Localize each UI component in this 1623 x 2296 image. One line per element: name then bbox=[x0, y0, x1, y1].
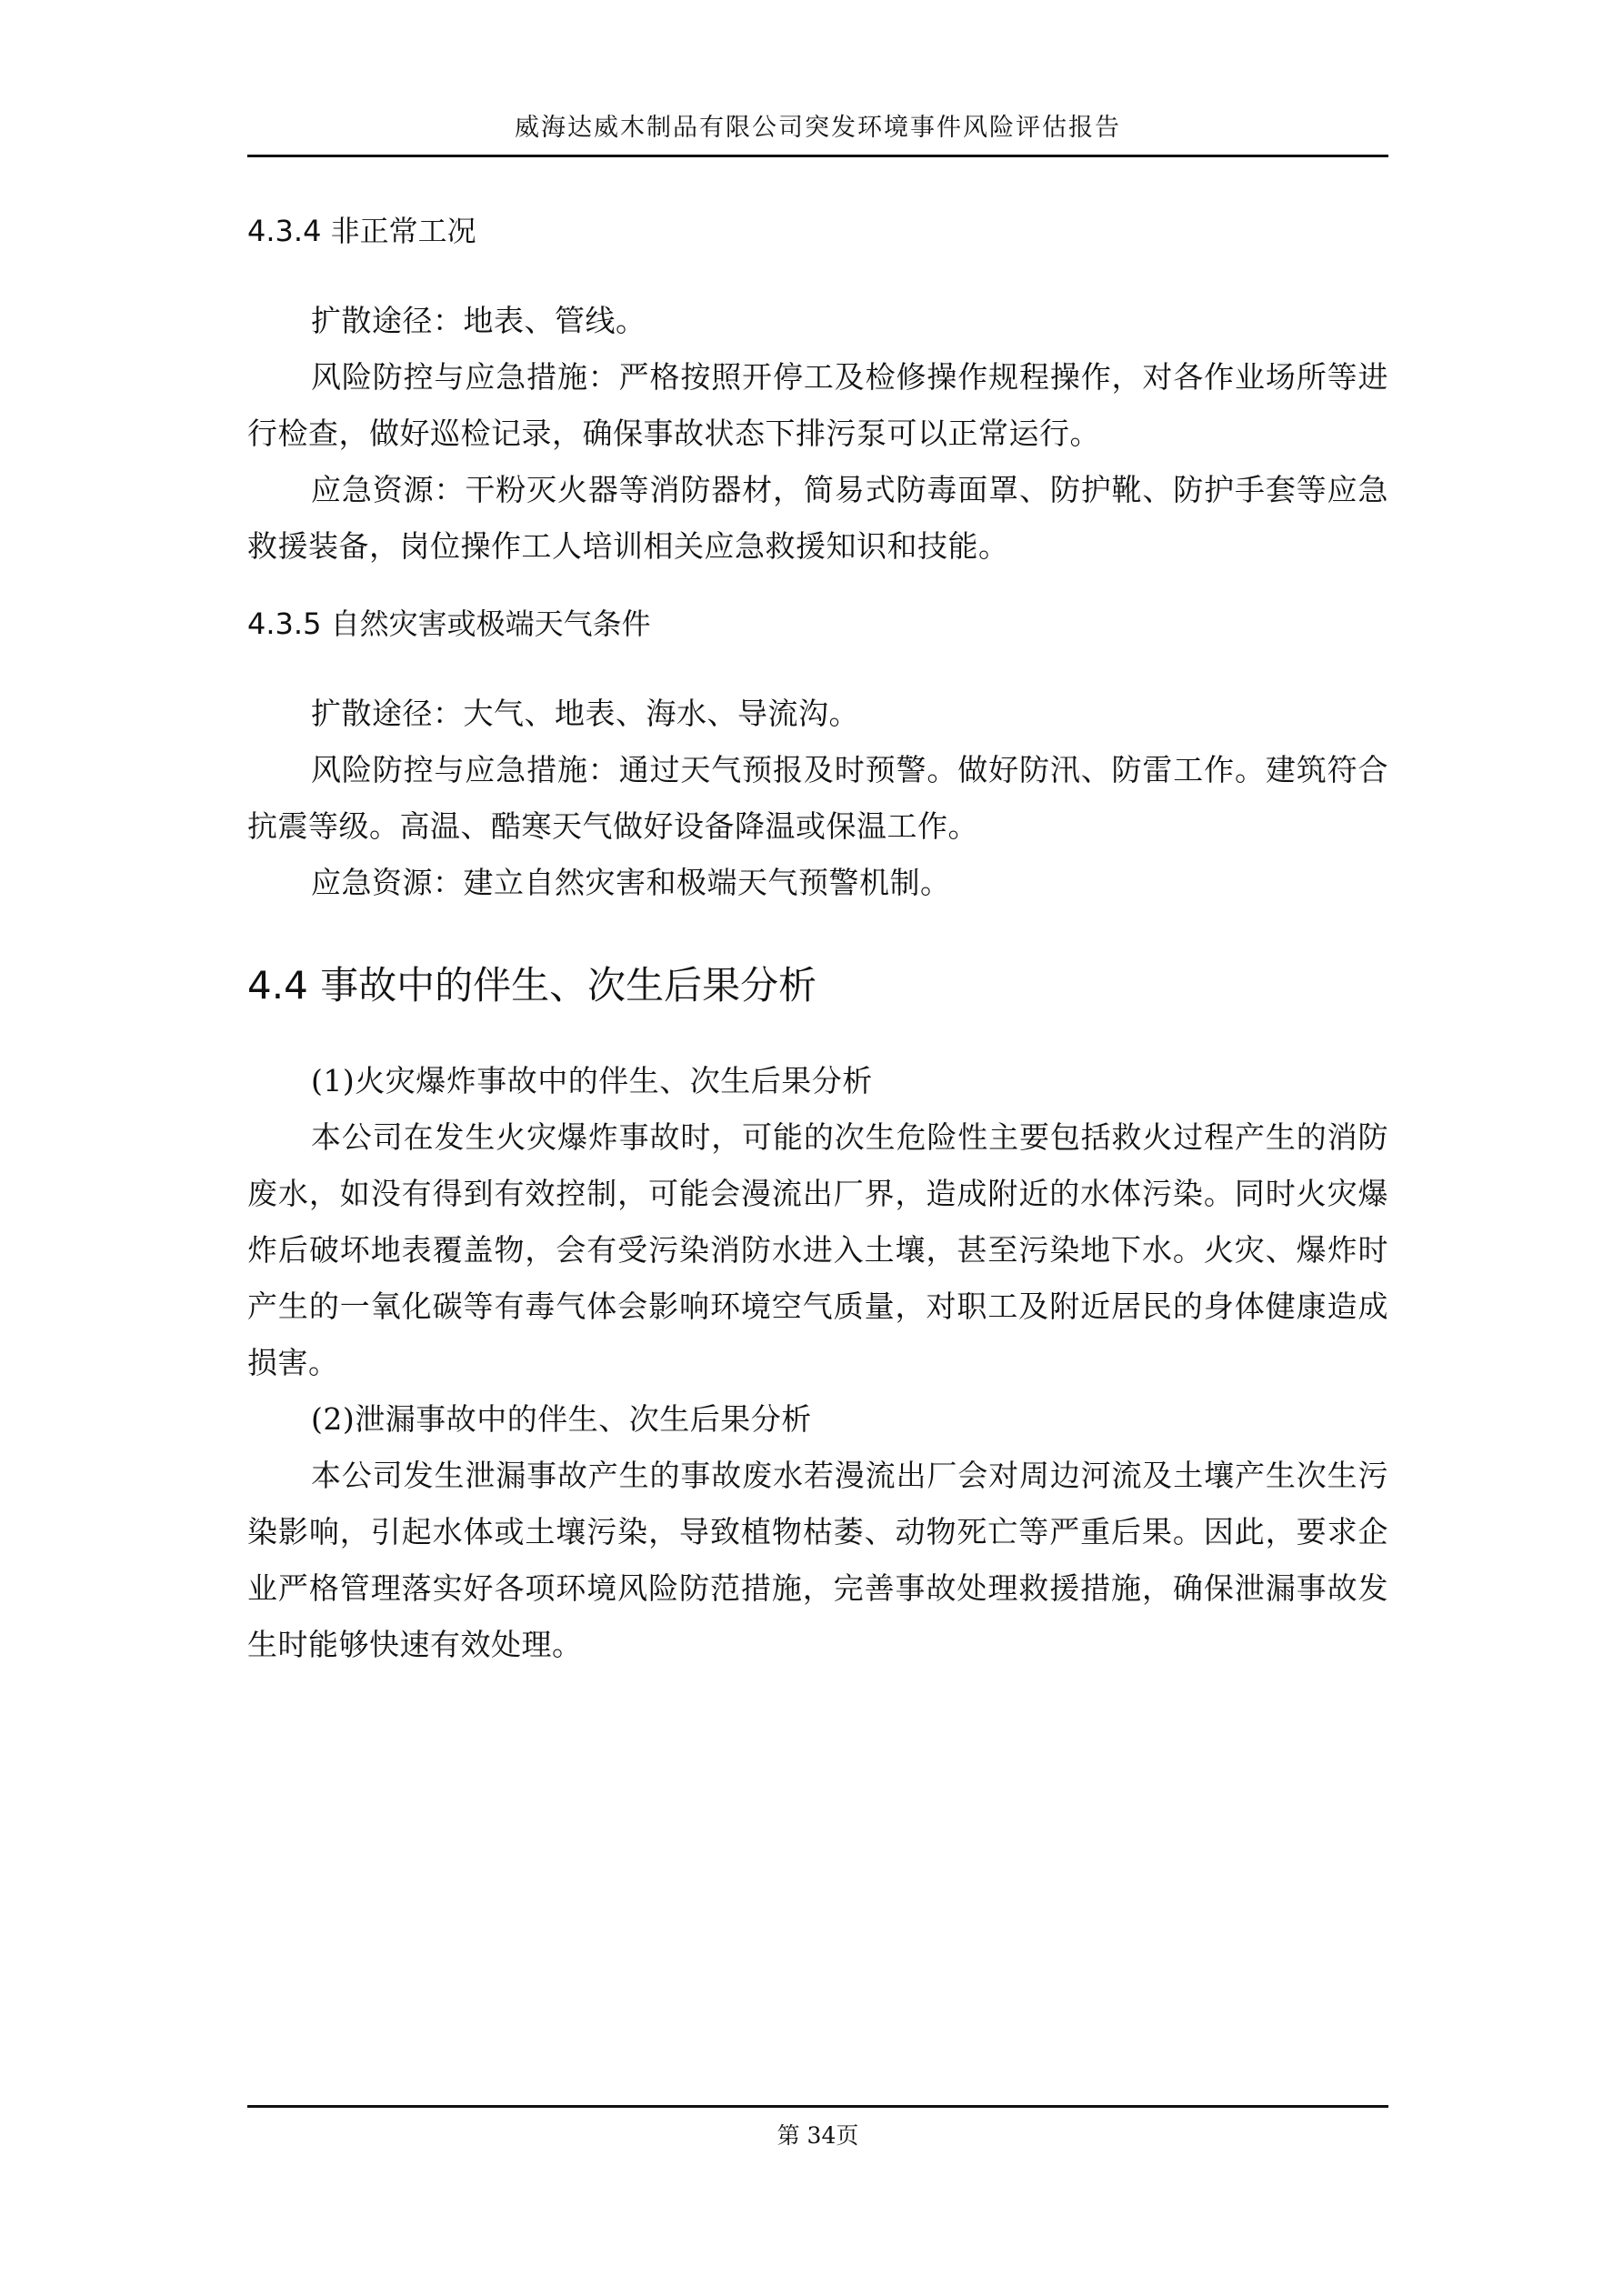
paragraph: (1)火灾爆炸事故中的伴生、次生后果分析 bbox=[311, 1063, 873, 1098]
paragraph: 本公司发生泄漏事故产生的事故废水若漫流出厂会对周边河流及土壤产生次生污染影响，引起水体或土壤污染，导致植物枯萎、动物死亡等严重后果。因此，要求企业严格管理落实好各项环境风险防范措施，完善事故处理救援措施，确保泄漏事故发生时能够快速有效处理。 bbox=[247, 1458, 1388, 1662]
page-content bbox=[247, 207, 1388, 1673]
page-number: 第 34页 bbox=[776, 2122, 859, 2149]
header-divider bbox=[247, 155, 1388, 157]
header-title: 威海达威木制品有限公司突发环境事件风险评估报告 bbox=[515, 114, 1121, 142]
paragraph: 风险防控与应急措施：严格按照开停工及检修操作规程操作，对各作业场所等进行检查，做好巡检记录，确保事故状态下排污泵可以正常运行。 bbox=[247, 359, 1388, 451]
paragraph: 应急资源：建立自然灾害和极端天气预警机制。 bbox=[311, 865, 951, 900]
footer-divider bbox=[247, 2105, 1388, 2108]
section-heading-4-3-5: 4.3.5 自然灾害或极端天气条件 bbox=[247, 607, 651, 641]
section-heading-4-3-4: 4.3.4 非正常工况 bbox=[247, 214, 476, 248]
paragraph: 应急资源：干粉灭火器等消防器材，简易式防毒面罩、防护靴、防护手套等应急救援装备，岗位操作工人培训相关应急救援知识和技能。 bbox=[247, 472, 1388, 564]
paragraph: 本公司在发生火灾爆炸事故时，可能的次生危险性主要包括救火过程产生的消防废水，如没有得到有效控制，可能会漫流出厂界，造成附近的水体污染。同时火灾爆炸后破坏地表覆盖物，会有受污染消防水进入土壤，甚至污染地下水。火灾、爆炸时产生的一氧化碳等有毒气体会影响环境空气质量，对职工及附近居民的身体健康造成损害。 bbox=[247, 1119, 1388, 1380]
paragraph: (2)泄漏事故中的伴生、次生后果分析 bbox=[311, 1401, 812, 1437]
paragraph: 扩散途径：大气、地表、海水、导流沟。 bbox=[311, 696, 859, 731]
paragraph: 扩散途径：地表、管线。 bbox=[311, 303, 646, 338]
paragraph: 风险防控与应急措施：通过天气预报及时预警。做好防汛、防雷工作。建筑符合抗震等级。高温、酷寒天气做好设备降温或保温工作。 bbox=[247, 752, 1388, 844]
section-heading-4-4: 4.4 事故中的伴生、次生后果分析 bbox=[247, 963, 817, 1008]
